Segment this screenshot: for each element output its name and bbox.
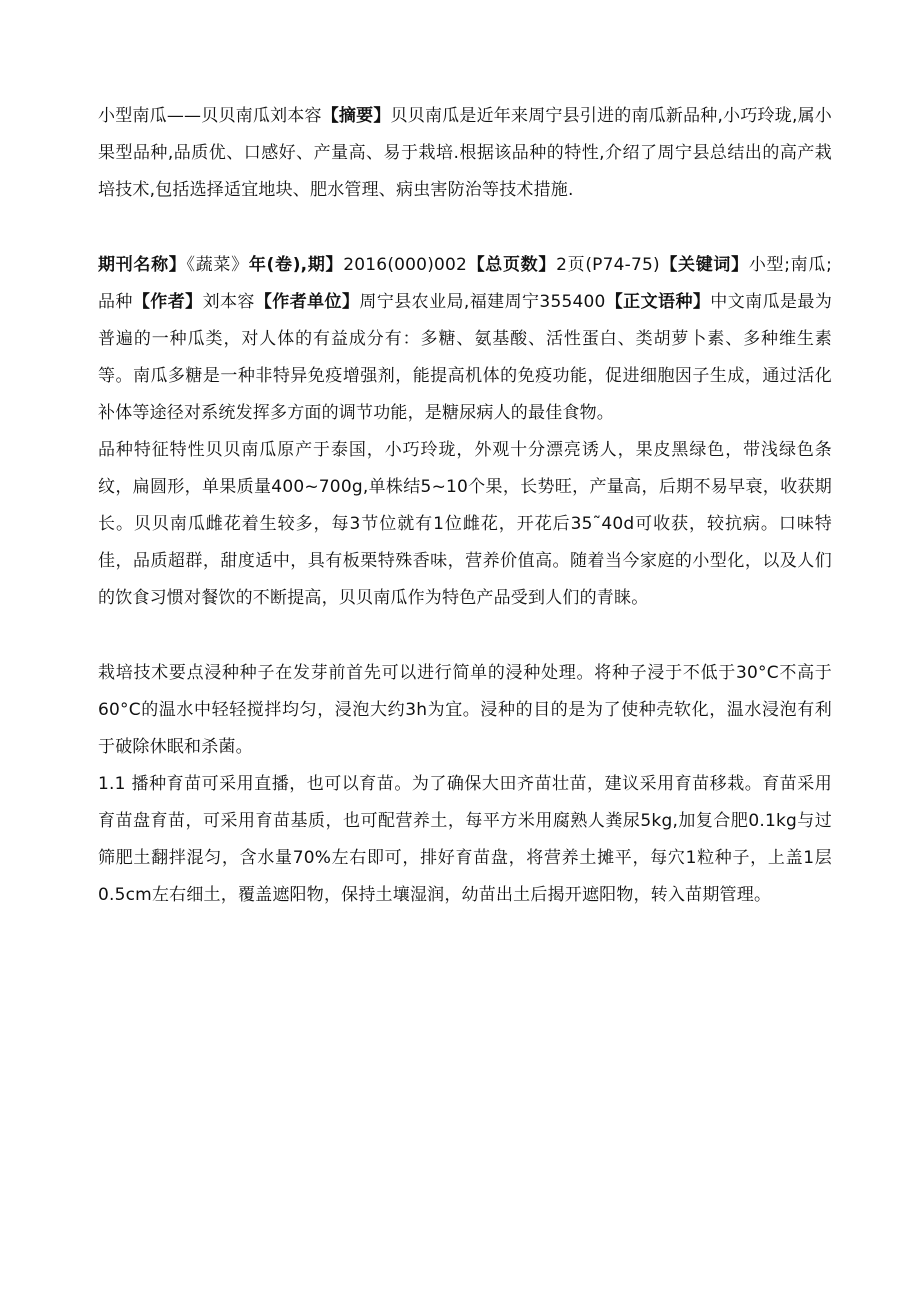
title-author: 小型南瓜——贝贝南瓜刘本容 bbox=[98, 106, 322, 126]
org-value: 周宁县农业局,福建周宁355400 bbox=[359, 292, 606, 312]
journal-name: 《蔬菜》 bbox=[186, 255, 249, 275]
keywords-label: 【关键词】 bbox=[659, 255, 749, 275]
pages-label: 【总页数】 bbox=[467, 255, 557, 275]
intro-text: 中文南瓜是最为普遍的一种瓜类，对人体的有益成分有：多糖、氨基酸、活性蛋白、类胡萝卜素、多种维生素等。南瓜多糖是一种非特异免疫增强剂，能提高机体的免疫功能，促进细胞因子生成，通过活化补体等途径对系统发挥多方面的调节功能，是糖尿病人的最佳食物。 bbox=[98, 292, 833, 423]
abstract-text: 贝贝南瓜是近年来周宁县引进的南瓜新品种,小巧玲珑,属小果型品种,品质优、口感好、产量高、易于栽培.根据该品种的特性,介绍了周宁县总结出的高产栽培技术,包括选择适宜地块、肥水管理、病虫害防治等技术措施. bbox=[98, 106, 832, 200]
features-paragraph: 品种特征特性贝贝南瓜原产于泰国，小巧玲珑，外观十分漂亮诱人，果皮黑绿色，带浅绿色条纹，扁圆形，单果质量400~700g,单株结5~10个果，长势旺，产量高，后期不易早衰，收获期长。贝贝南瓜雌花着生较多，每3节位就有1位雌花，开花后35˜40d可收获，较抗病。口味特佳，品质超群，甜度适中，具有板栗特殊香味，营养价值高。随着当今家庭的小型化，以及人们的饮食习惯对餐饮的不断提高，贝贝南瓜作为特色产品受到人们的青睐。 bbox=[98, 440, 832, 608]
sowing-paragraph: 1.1 播种育苗可采用直播，也可以育苗。为了确保大田齐苗壮苗，建议采用育苗移栽。育苗采用育苗盘育苗，可采用育苗基质，也可配营养土，每平方米用腐熟人粪尿5kg,加复合肥0.1kg与过筛肥土翻拌混匀，含水量70%左右即可，排好育苗盘，将营养土摊平，每穴1粒种子，上盖1层0.5cm左右细土，覆盖遮阳物，保持土壤湿润，幼苗出土后揭开遮阳物，转入苗期管理。 bbox=[98, 774, 832, 905]
author-label: 【作者】 bbox=[132, 292, 203, 312]
pages-value: 2页(P74-75) bbox=[556, 255, 660, 275]
language-label: 【正文语种】 bbox=[605, 292, 711, 312]
journal-label: 期刊名称】 bbox=[98, 255, 187, 275]
abstract-label: 【摘要】 bbox=[321, 106, 391, 126]
document-page bbox=[98, 98, 832, 914]
keywords-value: 小型;南瓜;品种 bbox=[98, 255, 833, 312]
abstract-paragraph bbox=[98, 98, 832, 209]
org-label: 【作者单位】 bbox=[254, 292, 360, 312]
year-value: 2016(000)002 bbox=[343, 255, 468, 275]
cultivation-paragraph: 栽培技术要点浸种种子在发芽前首先可以进行简单的浸种处理。将种子浸于不低于30°C不高于60°C的温水中轻轻搅拌均匀，浸泡大约3h为宜。浸种的目的是为了使种壳软化，温水浸泡有利于破除休眠和杀菌。 bbox=[98, 663, 832, 757]
metadata-paragraph bbox=[98, 247, 832, 432]
year-label: 年(卷),期】 bbox=[248, 255, 344, 275]
author-value: 刘本容 bbox=[202, 292, 255, 312]
